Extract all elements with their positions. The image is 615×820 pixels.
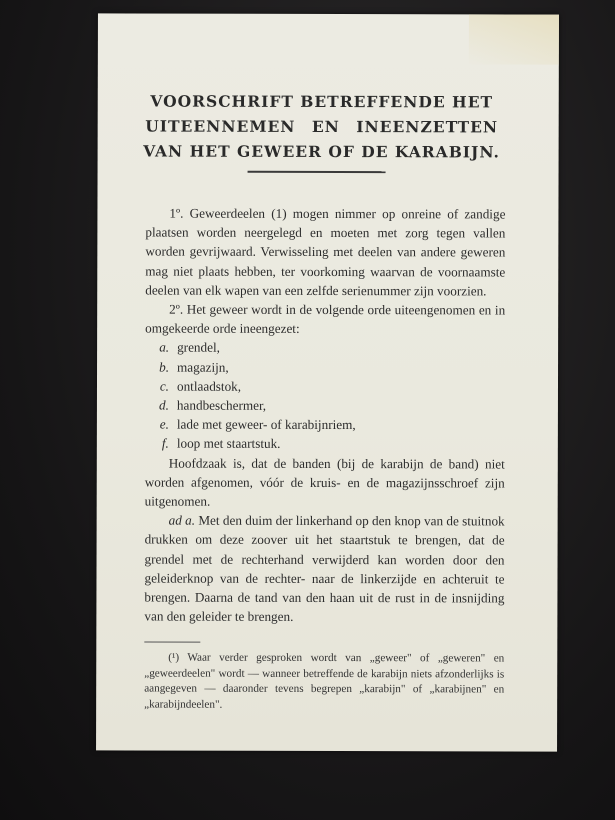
list-marker: f. [161, 436, 169, 452]
title-line-2: UITEENNEMEN EN INEENZETTEN [145, 116, 499, 137]
paragraph-1: 1º. Geweerdeelen (1) mogen nimmer op onreine of zandige plaatsen worden neergelegd en moeten met zorg tegen vallen worden gevrijwaard. Verwisseling met deelen van andere geweren mag niet plaats hebben, ter voorkoming waarvan de voornaamste deelen van elk wapen van een zelfde serienummer zijn voorzien. [145, 205, 506, 299]
paragraph-4-lead: ad a. [168, 512, 196, 528]
title-line-1: VOORSCHRIFT BETREFFENDE HET [150, 91, 494, 112]
title-line-3: VAN HET GEWEER OF DE KARABIJN. [143, 141, 501, 162]
list-item-text: handbeschermer, [176, 397, 267, 413]
list-marker: c. [159, 378, 170, 394]
footnote: (¹) Waar verder gesproken wordt van „geweer" of „geweren" en „geweerdeelen" wordt — wanneer betreffende de karabijn niets afzonderlijks is aangegeven — daaronder tevens begrepen „karabijn" of „karabijnen" en „karabijndeelen". [144, 651, 505, 711]
list-item [145, 376, 505, 396]
document-page [96, 13, 559, 751]
document-body [144, 204, 505, 627]
list-item-text: ontlaadstok, [176, 378, 242, 394]
list-marker: e. [159, 416, 169, 432]
list-item [145, 415, 505, 435]
paragraph-4-text: Met den duim der linkerhand op den knop van de stuitnok drukken om deze zoover uit het staartstuk te brengen, dat de grendel met de rechterhand verwijderd kan worden door den geleiderknop van de rechter- naar de linkerzijde en achteruit te brengen. Daarna de tand van den haan uit de rust in de insnijding van den geleider te brengen. [144, 512, 505, 625]
list-item [145, 357, 505, 377]
list-item-text: lade met geweer- of karabijnriem, [176, 416, 356, 433]
list-marker: a. [159, 339, 170, 356]
list-item [145, 396, 505, 416]
list-item-text: loop met staartstuk. [176, 436, 281, 452]
footnote-divider [144, 642, 200, 643]
paragraph-2: 2º. Het geweer wordt in de volgende orde uiteengenomen en in omgekeerde orde ineengezet: [145, 301, 506, 337]
list-item [145, 434, 505, 454]
paragraph-4 [144, 511, 504, 627]
title-divider [248, 171, 386, 173]
list-marker: b. [159, 359, 170, 375]
list-marker: d. [159, 397, 169, 413]
list-item-text: grendel, [177, 340, 220, 356]
document-title [142, 89, 502, 165]
list-item-text: magazijn, [177, 359, 229, 375]
list-item [145, 338, 505, 358]
paragraph-3: Hoofdzaak is, dat de banden (bij de karabijn de band) niet worden afgenomen, vóór de kruis- en de magazijnsschroef zijn uitgenomen. [144, 455, 505, 509]
disassembly-order-list [145, 338, 505, 454]
